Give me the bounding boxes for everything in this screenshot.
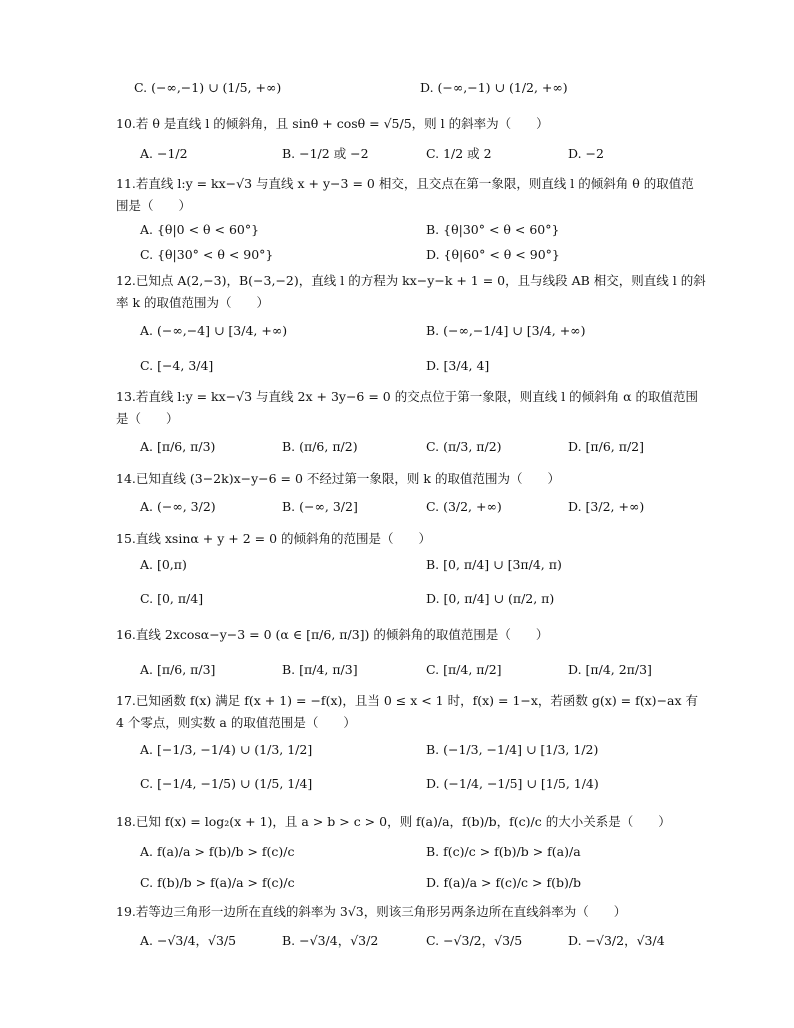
question-stem: 已知直线 (3−2k)x−y−6 = 0 不经过第一象限，则 k 的取值范围为（ ）: [135, 471, 560, 486]
question-number: 17.: [116, 693, 136, 708]
q19-option-b: B. −√3/4，√3/2: [282, 933, 379, 948]
question-number: 10.: [116, 116, 136, 131]
q19-option-d: D. −√3/2，√3/4: [568, 933, 665, 948]
q18-option-c: C. f(b)/b > f(a)/a > f(c)/c: [140, 875, 295, 890]
q9-option-d: D. (−∞,−1) ∪ (1/2, +∞): [420, 80, 568, 95]
question-stem: 已知 f(x) = log₂(x + 1)，且 a > b > c > 0，则 f(a)/a，f(b)/b，f(c)/c 的大小关系是（ ）: [135, 814, 671, 829]
q12-option-a: A. (−∞,−4] ∪ [3/4, +∞): [140, 323, 288, 338]
q19-option-c: C. −√3/2，√3/5: [426, 933, 523, 948]
question-stem: 若直线 l:y = kx−√3 与直线 2x + 3y−6 = 0 的交点位于第一象限，则直线 l 的倾斜角 α 的取值范围是（ ）: [116, 389, 699, 426]
question-stem: 若等边三角形一边所在直线的斜率为 3√3，则该三角形另两条边所在直线斜率为（ ）: [135, 904, 627, 919]
q14-option-d: D. [3/2, +∞): [568, 499, 645, 514]
question-stem: 直线 2xcosα−y−3 = 0 (α ∈ [π/6, π/3]) 的倾斜角的取值范围是（ ）: [135, 627, 549, 642]
q17-option-a: A. [−1/3, −1/4) ∪ (1/3, 1/2]: [140, 742, 313, 757]
q13-option-b: B. (π/6, π/2): [282, 439, 358, 454]
q11-option-b: B. {θ|30° < θ < 60°}: [426, 222, 560, 237]
q13-option-a: A. [π/6, π/3): [140, 439, 216, 454]
q16-option-c: C. [π/4, π/2]: [426, 662, 502, 677]
q19-option-a: A. −√3/4，√3/5: [140, 933, 237, 948]
question-number: 12.: [116, 273, 136, 288]
q18-option-a: A. f(a)/a > f(b)/b > f(c)/c: [140, 844, 295, 859]
question-14: [116, 468, 706, 490]
q17-option-b: B. (−1/3, −1/4] ∪ [1/3, 1/2): [426, 742, 599, 757]
question-18: [116, 811, 706, 833]
q11-option-a: A. {θ|0 < θ < 60°}: [140, 222, 260, 237]
q10-option-c: C. 1/2 或 2: [426, 146, 492, 161]
q14-option-c: C. (3/2, +∞): [426, 499, 502, 514]
q10-option-a: A. −1/2: [140, 146, 188, 161]
question-10: [116, 113, 706, 135]
q18-option-d: D. f(a)/a > f(c)/c > f(b)/b: [426, 875, 582, 890]
question-stem: 若直线 l:y = kx−√3 与直线 x + y−3 = 0 相交，且交点在第一象限，则直线 l 的倾斜角 θ 的取值范围是（ ）: [116, 176, 694, 213]
question-17: [116, 690, 706, 734]
q15-option-c: C. [0, π/4]: [140, 591, 204, 606]
question-number: 11.: [116, 176, 136, 191]
question-number: 18.: [116, 814, 136, 829]
q10-option-b: B. −1/2 或 −2: [282, 146, 369, 161]
q17-option-d: D. (−1/4, −1/5] ∪ [1/5, 1/4): [426, 776, 599, 791]
q11-option-d: D. {θ|60° < θ < 90°}: [426, 247, 560, 262]
question-19: [116, 901, 706, 923]
q16-option-d: D. [π/4, 2π/3]: [568, 662, 652, 677]
q17-option-c: C. [−1/4, −1/5) ∪ (1/5, 1/4]: [140, 776, 313, 791]
question-stem: 若 θ 是直线 l 的倾斜角，且 sinθ + cosθ = √5/5，则 l 的斜率为（ ）: [135, 116, 549, 131]
question-16: [116, 624, 706, 646]
q14-option-a: A. (−∞, 3/2): [140, 499, 216, 514]
q15-option-a: A. [0,π): [140, 557, 187, 572]
q16-option-a: A. [π/6, π/3]: [140, 662, 216, 677]
q18-option-b: B. f(c)/c > f(b)/b > f(a)/a: [426, 844, 581, 859]
question-number: 19.: [116, 904, 136, 919]
q13-option-d: D. [π/6, π/2]: [568, 439, 644, 454]
q9-option-c: C. (−∞,−1) ∪ (1/5, +∞): [134, 80, 282, 95]
question-number: 13.: [116, 389, 136, 404]
question-stem: 已知函数 f(x) 满足 f(x + 1) = −f(x)，且当 0 ≤ x < 1 时，f(x) = 1−x，若函数 g(x) = f(x)−ax 有 4 个零点，则实数 a 的取值范围是（ ）: [116, 693, 699, 730]
q12-option-b: B. (−∞,−1/4] ∪ [3/4, +∞): [426, 323, 586, 338]
question-number: 16.: [116, 627, 136, 642]
question-15: [116, 528, 706, 550]
question-11: [116, 173, 706, 217]
q14-option-b: B. (−∞, 3/2]: [282, 499, 358, 514]
q12-option-d: D. [3/4, 4]: [426, 358, 490, 373]
q15-option-d: D. [0, π/4] ∪ (π/2, π): [426, 591, 555, 606]
q15-option-b: B. [0, π/4] ∪ [3π/4, π): [426, 557, 562, 572]
question-12: [116, 270, 706, 314]
q13-option-c: C. (π/3, π/2): [426, 439, 502, 454]
question-stem: 已知点 A(2,−3)，B(−3,−2)，直线 l 的方程为 kx−y−k + 1 = 0，且与线段 AB 相交，则直线 l 的斜率 k 的取值范围为（ ）: [116, 273, 706, 310]
question-stem: 直线 xsinα + y + 2 = 0 的倾斜角的范围是（ ）: [135, 531, 432, 546]
question-13: [116, 386, 706, 430]
q16-option-b: B. [π/4, π/3]: [282, 662, 358, 677]
question-number: 14.: [116, 471, 136, 486]
q12-option-c: C. [−4, 3/4]: [140, 358, 214, 373]
q11-option-c: C. {θ|30° < θ < 90°}: [140, 247, 274, 262]
question-number: 15.: [116, 531, 136, 546]
q10-option-d: D. −2: [568, 146, 604, 161]
